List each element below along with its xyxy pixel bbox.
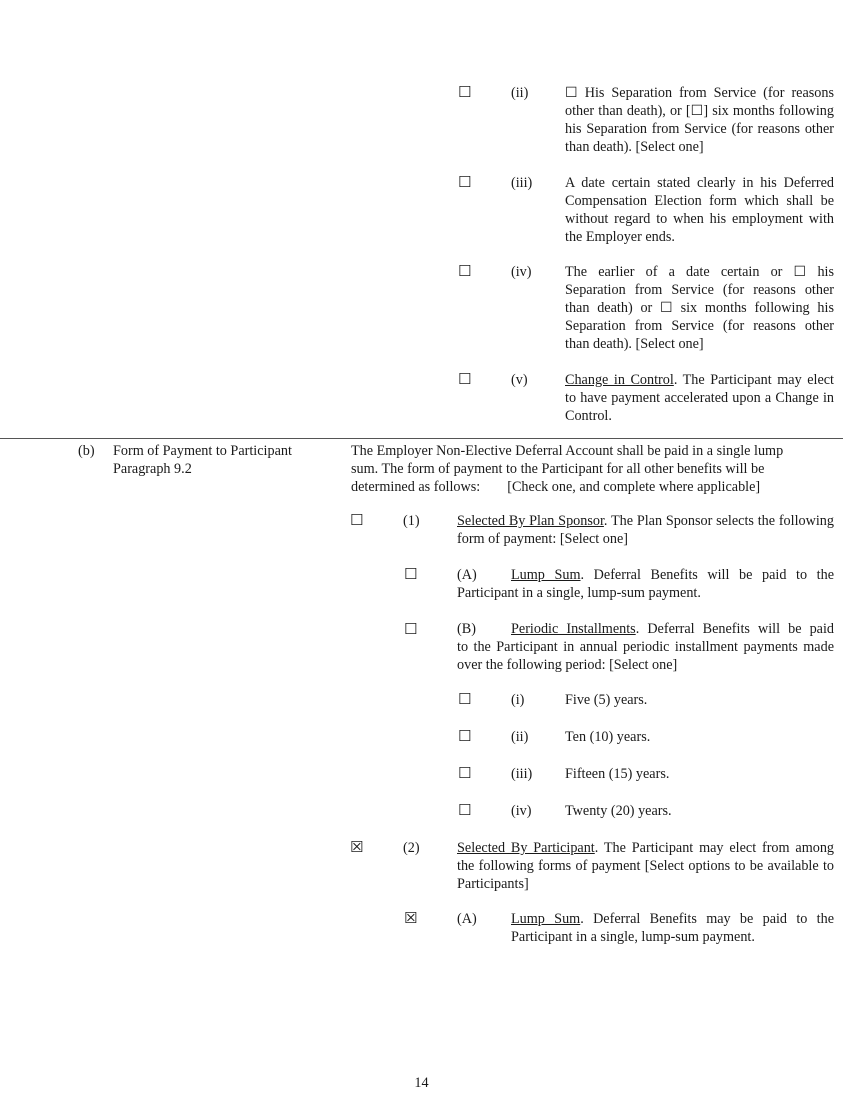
option-text	[457, 512, 834, 548]
item-number: (iv)	[511, 264, 532, 280]
checkbox-checked[interactable]: ☒	[350, 838, 364, 856]
section-heading-line1: Form of Payment to Participant	[113, 443, 292, 459]
item-text: A date certain stated clearly in his Deferred Compensation Election form which shall be without regard to when his employment with the Employer ends.	[565, 175, 834, 245]
checkbox[interactable]: ☐	[458, 370, 472, 388]
item-text	[565, 371, 834, 425]
item-text: ☐ His Separation from Service (for reasons other than death), or [☐] six months following his Separation from Service (for reasons other than death). [Select one]	[565, 85, 834, 155]
checkbox[interactable]: ☐	[458, 262, 472, 280]
option-number: (1)	[403, 513, 420, 529]
period-text: Twenty (20) years.	[565, 803, 672, 819]
checkbox[interactable]: ☐	[404, 620, 418, 638]
option-title: Selected By Plan Sponsor	[457, 513, 604, 529]
checkbox[interactable]: ☐	[458, 83, 472, 101]
option-number: (A)	[457, 911, 477, 927]
item-title: Change in Control	[565, 372, 674, 388]
checkbox[interactable]: ☐	[404, 565, 418, 583]
period-number: (iv)	[511, 803, 532, 819]
checkbox[interactable]: ☐	[350, 511, 364, 529]
item-text: The earlier of a date certain or ☐ his Separation from Service (for reasons other than death) or ☐ six months following his Separation from Service (for reasons other than death). [Select one]	[565, 264, 834, 352]
item-number: (ii)	[511, 85, 529, 101]
option-text: (A) Lump Sum. Deferral Benefits will be paid to the Participant in a single, lump-sum payment.	[457, 567, 834, 601]
option-number: (A)	[457, 567, 477, 583]
section-intro	[351, 442, 834, 496]
period-text: Five (5) years.	[565, 692, 648, 708]
item-number: (v)	[511, 372, 528, 388]
intro-line2: sum. The form of payment to the Participant for all other benefits will be	[351, 461, 765, 477]
period-number: (i)	[511, 692, 525, 708]
checkbox[interactable]: ☐	[458, 173, 472, 191]
checkbox[interactable]: ☐	[458, 764, 472, 782]
period-text: Ten (10) years.	[565, 729, 651, 745]
option-text: (B) Periodic Installments. Deferral Benefits will be paid to the Participant in annual periodic installment payments made over the following period: [Select one]	[457, 621, 834, 673]
option-body: . The Plan Sponsor selects the following form of payment: [Select one]	[457, 513, 834, 547]
option-number: (B)	[457, 621, 476, 637]
item-body: . The Participant may elect to have payment accelerated upon a Change in Control.	[565, 372, 834, 424]
checkbox[interactable]: ☐	[458, 727, 472, 745]
option-title: Lump Sum	[511, 911, 581, 927]
period-text: Fifteen (15) years.	[565, 766, 670, 782]
option-number: (2)	[403, 840, 420, 856]
option-text	[457, 839, 834, 893]
period-number: (iii)	[511, 766, 533, 782]
option-title: Periodic Installments	[511, 621, 636, 637]
period-number: (ii)	[511, 729, 529, 745]
option-title: Lump Sum	[511, 567, 581, 583]
checkbox[interactable]: ☐	[458, 690, 472, 708]
intro-line1: The Employer Non-Elective Deferral Account shall be paid in a single lump	[351, 443, 784, 459]
option-body: . The Participant may elect from among the following forms of payment [Select options to be available to Participants]	[457, 840, 835, 892]
option-text: (A) Lump Sum. Deferral Benefits may be paid to the Participant in a single, lump-sum payment.	[457, 911, 834, 945]
section-divider	[0, 438, 843, 439]
page-number: 14	[414, 1075, 429, 1091]
option-title: Selected By Participant	[457, 840, 595, 856]
option-body: Participant in a single, lump-sum payment.	[457, 585, 701, 601]
item-number: (iii)	[511, 175, 533, 191]
intro-line3: determined as follows: [Check one, and complete where applicable]	[351, 479, 761, 495]
option-body: to the Participant in annual periodic installment payments made over the following period: [Select one]	[457, 639, 834, 673]
option-body: Participant in a single, lump-sum payment.	[511, 929, 755, 945]
section-heading	[113, 442, 292, 478]
checkbox-checked[interactable]: ☒	[404, 909, 418, 927]
checkbox[interactable]: ☐	[458, 801, 472, 819]
section-label: (b)	[78, 443, 95, 459]
section-heading-line2: Paragraph 9.2	[113, 461, 192, 477]
